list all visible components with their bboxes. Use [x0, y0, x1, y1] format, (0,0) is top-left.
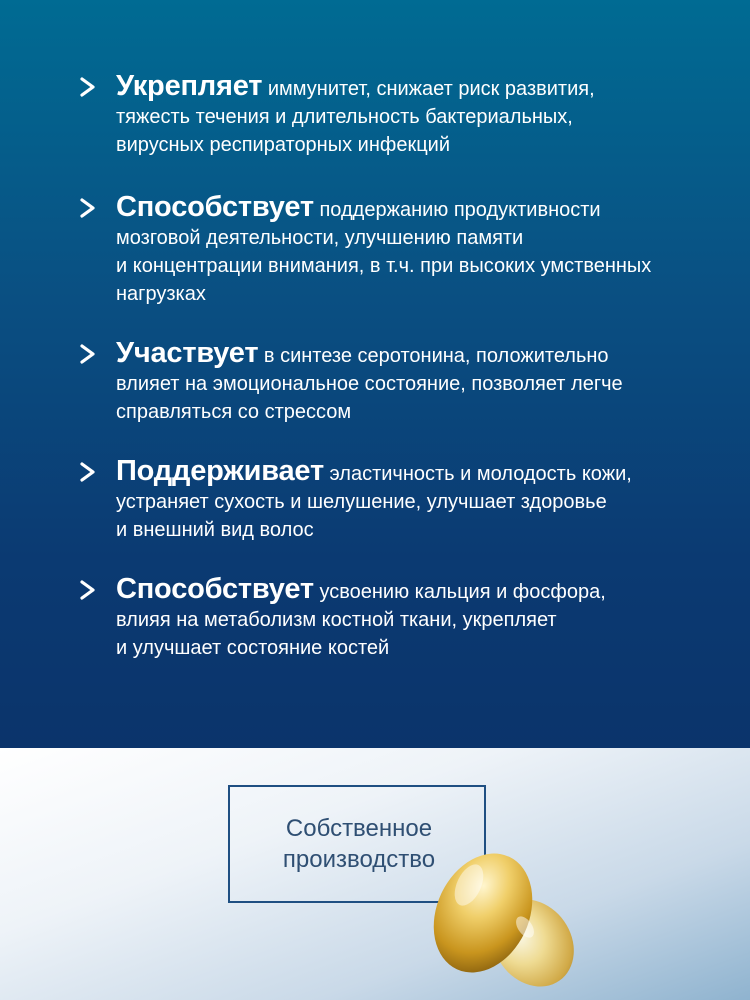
benefit-lead: Способствует: [116, 573, 314, 605]
chevron-right-icon: [78, 461, 98, 483]
benefit-lead: Способствует: [116, 191, 314, 223]
benefit-line: и концентрации внимания, в т.ч. при высоких умственных: [116, 255, 652, 277]
benefit-line: влияет на эмоциональное состояние, позволяет легче: [116, 373, 623, 395]
chevron-right-icon: [78, 579, 98, 601]
benefit-line: устраняет сухость и шелушение, улучшает здоровье: [116, 491, 607, 513]
benefit-line: и внешний вид волос: [116, 519, 314, 541]
badge-line: производство: [282, 846, 436, 873]
benefit-lead: Поддерживает: [116, 455, 324, 487]
benefit-line: вирусных респираторных инфекций: [116, 134, 451, 156]
benefit-line: мозговой деятельности, улучшению памяти: [116, 227, 524, 249]
benefit-mood: [78, 339, 698, 426]
chevron-right-icon: [78, 197, 98, 219]
benefit-line: влияя на метаболизм костной ткани, укрепляет: [116, 609, 557, 631]
benefit-line: эластичность и молодость кожи,: [329, 463, 632, 485]
benefit-brain: [78, 193, 698, 308]
benefit-skin: [78, 457, 698, 544]
benefit-line: нагрузках: [116, 283, 206, 305]
benefit-text: [116, 339, 698, 426]
benefit-text: [116, 193, 698, 308]
benefit-line: поддержанию продуктивности: [319, 199, 601, 221]
badge-line: Собственное: [285, 815, 433, 842]
benefit-lead: Участвует: [116, 337, 259, 369]
benefit-text: [116, 575, 698, 662]
benefit-text: [116, 457, 698, 544]
benefit-bones: [78, 575, 698, 662]
benefit-line: усвоению кальция и фосфора,: [319, 581, 606, 603]
benefit-line: тяжесть течения и длительность бактериальных,: [116, 106, 573, 128]
benefit-lead: Укрепляет: [116, 70, 263, 102]
softgel-capsules-icon: [425, 835, 585, 995]
benefit-line: справляться со стрессом: [116, 401, 352, 423]
benefit-line: и улучшает состояние костей: [116, 637, 390, 659]
benefit-text: [116, 72, 698, 159]
chevron-right-icon: [78, 76, 98, 98]
chevron-right-icon: [78, 343, 98, 365]
benefit-immunity: [78, 72, 698, 159]
benefit-line: иммунитет, снижает риск развития,: [267, 78, 595, 100]
benefit-line: в синтезе серотонина, положительно: [263, 345, 609, 367]
